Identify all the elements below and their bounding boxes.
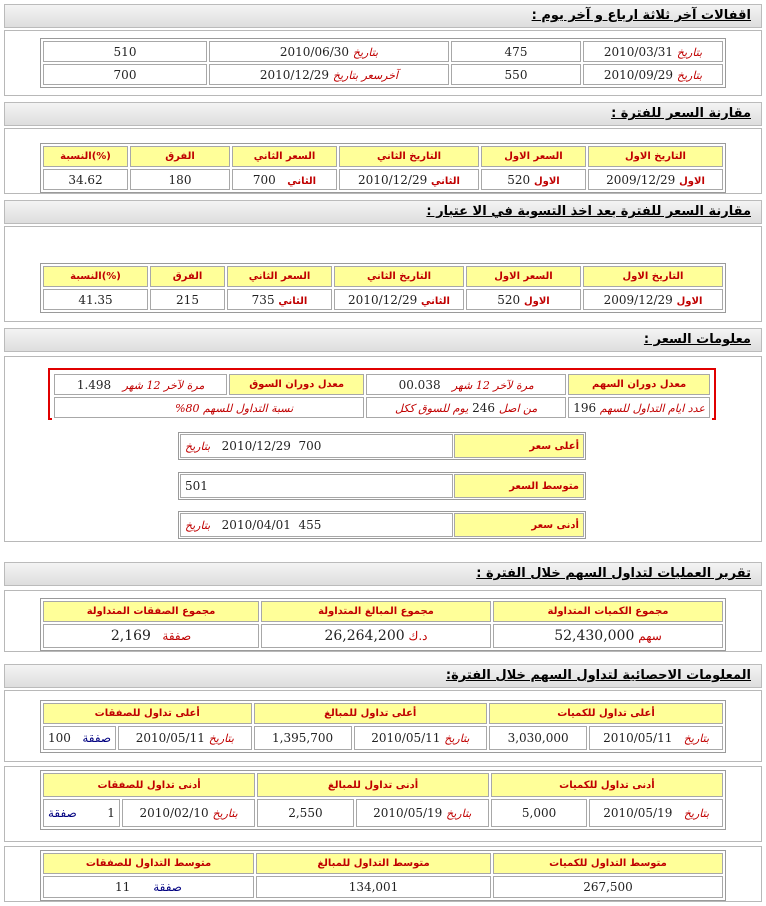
unit-text: مرة لآخر 12 شهر (122, 378, 205, 392)
column-header: السعر الاول (481, 146, 586, 167)
section-header-last-closings (4, 4, 762, 28)
adjusted-compare-table (40, 263, 726, 313)
closing-date-cell (209, 64, 449, 85)
min-amount: 2,550 (257, 799, 353, 827)
table-header-row (43, 601, 723, 622)
total-qty: 52,430,000 (554, 628, 635, 644)
unit-text: صفقة (162, 629, 192, 643)
date-label: بتاريخ (676, 68, 703, 82)
high-price-table (178, 432, 586, 460)
stats-avg-table (40, 850, 726, 901)
column-header: مجموع الصفقات المتداولة (43, 601, 259, 622)
section-title: تقرير العمليات لتداول السهم خلال الفترة : (476, 566, 751, 581)
column-header: أدنى تداول للكميات (491, 773, 723, 797)
min-deals-date: 2010/02/10 (139, 806, 209, 820)
column-header: أعلى تداول للمبالغ (254, 703, 488, 724)
unit-text: صفقة (153, 880, 182, 894)
closing-price: 550 (451, 64, 581, 85)
column-header: متوسط التداول للصفقات (43, 853, 254, 874)
table-row (43, 289, 723, 310)
date-label: بتاريخ (683, 732, 710, 745)
second-date: 2010/12/29 (348, 292, 418, 307)
min-qty-date-cell (589, 799, 723, 827)
column-header: التاريخ الاول (588, 146, 723, 167)
closing-date-cell (583, 41, 723, 62)
stats-low-table (40, 770, 726, 830)
closing-date: 2010/06/30 (279, 44, 350, 59)
date-label: بتاريخ (444, 732, 470, 745)
total-deals-cell (43, 624, 259, 648)
column-header: (%)النسبة (43, 146, 128, 167)
avg-deals: 11 (115, 880, 131, 894)
unit-text: د.ك (408, 629, 428, 643)
unit-text: يوم للسوق ككل (395, 401, 469, 415)
date-label: بتاريخ (208, 732, 234, 745)
market-turnover-label: معدل دوران السوق (229, 374, 364, 395)
high-price-cell (180, 434, 453, 458)
min-qty-date: 2010/05/19 (603, 806, 673, 820)
trading-days-cell (568, 397, 710, 418)
second-price: 700 (252, 172, 276, 187)
unit-text: سهم (638, 629, 662, 643)
unit-text: مرة لآخر 12 شهر (452, 378, 534, 392)
date-label: بتاريخ (676, 45, 703, 59)
min-deals-cell (43, 799, 120, 827)
column-header: مجموع الكميات المتداولة (493, 601, 723, 622)
first-price: 520 (507, 172, 531, 187)
date-label: بتاريخ (185, 519, 211, 532)
section-header-price-compare (4, 102, 762, 126)
table-row (43, 624, 723, 648)
market-turnover-cell (54, 374, 227, 395)
closing-price: 475 (451, 41, 581, 62)
first-price-cell (481, 169, 586, 190)
closing-date-cell (583, 64, 723, 85)
market-turnover-value: 1.498 (76, 377, 112, 392)
section-header-price-info (4, 328, 762, 352)
first-price: 520 (497, 292, 521, 307)
table-row (180, 474, 584, 498)
column-header: أدنى تداول للمبالغ (257, 773, 489, 797)
column-header: التاريخ الاول (583, 266, 723, 287)
cell-label: الثاني (287, 175, 317, 187)
avg-price-table (178, 472, 586, 500)
column-header: أعلى تداول للكميات (489, 703, 723, 724)
date-label: آخرسعر بتاريخ (332, 68, 399, 82)
section-header-operations (4, 562, 762, 586)
column-header: السعر الثاني (232, 146, 337, 167)
unit-text: صفقة (82, 731, 112, 745)
avg-deals-cell (43, 876, 254, 898)
avg-price-label: متوسط السعر (454, 474, 584, 498)
date-label: بتاريخ (683, 807, 710, 820)
date-label: بتاريخ (212, 807, 238, 820)
total-days-cell (366, 397, 566, 418)
max-deals-date: 2010/05/11 (135, 731, 205, 745)
min-amount-date-cell (356, 799, 489, 827)
avg-amount: 134,001 (256, 876, 491, 898)
stock-turnover-label: معدل دوران السهم (568, 374, 710, 395)
second-date-cell (334, 289, 464, 310)
table-header-row (43, 853, 723, 874)
stock-turnover-value: 00.038 (398, 377, 441, 392)
unit-text: من اصل (498, 401, 538, 415)
difference: 180 (130, 169, 230, 190)
difference: 215 (150, 289, 225, 310)
second-price-cell (227, 289, 332, 310)
max-qty: 3,030,000 (489, 726, 587, 750)
column-header: مجموع المبالغ المتداولة (261, 601, 491, 622)
first-date-cell (588, 169, 723, 190)
column-header: الفرق (150, 266, 225, 287)
first-date: 2009/12/29 (603, 292, 673, 307)
total-qty-cell (493, 624, 723, 648)
second-price: 735 (251, 292, 275, 307)
closing-price: 700 (43, 64, 207, 85)
max-qty-date-cell (589, 726, 723, 750)
closing-price: 510 (43, 41, 207, 62)
min-deals: 1 (107, 806, 115, 820)
first-price-cell (466, 289, 581, 310)
table-row (43, 169, 723, 190)
second-price-cell (232, 169, 337, 190)
min-deals-date-cell (122, 799, 255, 827)
total-days-value: 246 (472, 400, 495, 415)
total-deals: 2,169 (110, 628, 151, 644)
min-qty: 5,000 (491, 799, 587, 827)
table-row (54, 374, 710, 395)
column-header: السعر الثاني (227, 266, 332, 287)
first-date-cell (583, 289, 723, 310)
column-header: متوسط التداول للكميات (493, 853, 723, 874)
max-amount: 1,395,700 (254, 726, 352, 750)
table-row (180, 434, 584, 458)
stats-high-table (40, 700, 726, 753)
low-price-cell (180, 513, 453, 537)
column-header: متوسط التداول للمبالغ (256, 853, 491, 874)
turnover-table (52, 372, 712, 420)
unit-text: صفقة (48, 806, 77, 820)
table-row (43, 41, 723, 62)
section-title: معلومات السعر : (643, 332, 751, 347)
closing-date: 2010/12/29 (259, 67, 330, 82)
unit-text: عدد ايام التداول للسهم (599, 401, 705, 415)
operations-table (40, 598, 726, 651)
min-amount-date: 2010/05/19 (373, 806, 443, 820)
column-header: الفرق (130, 146, 230, 167)
price-compare-table (40, 143, 726, 193)
low-price-label: أدنى سعر (454, 513, 584, 537)
percentage: 34.62 (43, 169, 128, 190)
column-header: التاريخ الثاني (339, 146, 479, 167)
first-date: 2009/12/29 (606, 172, 676, 187)
column-header: أعلى تداول للصفقات (43, 703, 252, 724)
date-label: بتاريخ (352, 45, 379, 59)
trading-days-value: 196 (573, 400, 597, 415)
cell-label: الاول (533, 175, 560, 187)
column-header: السعر الاول (466, 266, 581, 287)
high-price-value: 700 (298, 439, 322, 453)
section-title: مقارنة السعر للفترة بعد اخذ التسوية في الا عتبار : (426, 204, 751, 219)
section-title: المعلومات الاحصائية لتداول السهم خلال الفترة: (445, 668, 751, 683)
trading-ratio-cell (54, 397, 364, 418)
table-row (54, 397, 710, 418)
table-header-row (43, 146, 723, 167)
cell-label: الاول (523, 295, 550, 307)
high-price-label: أعلى سعر (454, 434, 584, 458)
closings-table (40, 38, 726, 88)
section-title: مقارنة السعر للفترة : (611, 106, 751, 121)
total-amount: 26,264,200 (324, 628, 405, 644)
max-deals-date-cell (118, 726, 251, 750)
max-qty-date: 2010/05/11 (603, 731, 673, 745)
stock-turnover-cell (366, 374, 566, 395)
high-price-date: 2010/12/29 (221, 439, 291, 453)
cell-label: الثاني (421, 295, 450, 307)
max-amount-date: 2010/05/11 (371, 731, 441, 745)
max-deals: 100 (48, 731, 71, 745)
table-header-row (43, 266, 723, 287)
cell-label: الثاني (431, 175, 460, 187)
column-header: التاريخ الثاني (334, 266, 464, 287)
closing-date: 2010/03/31 (603, 44, 674, 59)
closing-date-cell (209, 41, 449, 62)
closing-date: 2010/09/29 (603, 67, 674, 82)
second-date-cell (339, 169, 479, 190)
low-price-date: 2010/04/01 (221, 518, 291, 532)
second-date: 2010/12/29 (358, 172, 428, 187)
section-header-adjusted-compare (4, 200, 762, 224)
table-header-row (43, 703, 723, 724)
table-header-row (43, 773, 723, 797)
table-row (43, 799, 723, 827)
section-header-statistics (4, 664, 762, 688)
max-deals-cell (43, 726, 116, 750)
total-amount-cell (261, 624, 491, 648)
table-row (43, 726, 723, 750)
date-label: بتاريخ (185, 440, 211, 453)
table-row (43, 64, 723, 85)
column-header: (%)النسبة (43, 266, 148, 287)
column-header: أدنى تداول للصفقات (43, 773, 255, 797)
table-row (180, 513, 584, 537)
avg-qty: 267,500 (493, 876, 723, 898)
low-price-table (178, 511, 586, 539)
cell-label: الاول (676, 295, 703, 307)
cell-label: الثاني (278, 295, 308, 307)
percentage: 41.35 (43, 289, 148, 310)
avg-price-value: 501 (180, 474, 453, 498)
date-label: بتاريخ (446, 807, 472, 820)
table-row (43, 876, 723, 898)
section-title: اقفالات آخر ثلاثة ارباع و آخر يوم : (531, 8, 751, 23)
max-amount-date-cell (354, 726, 487, 750)
cell-label: الاول (679, 175, 705, 187)
low-price-value: 455 (298, 518, 322, 532)
trading-ratio: نسبة التداول للسهم 80% (175, 401, 294, 415)
